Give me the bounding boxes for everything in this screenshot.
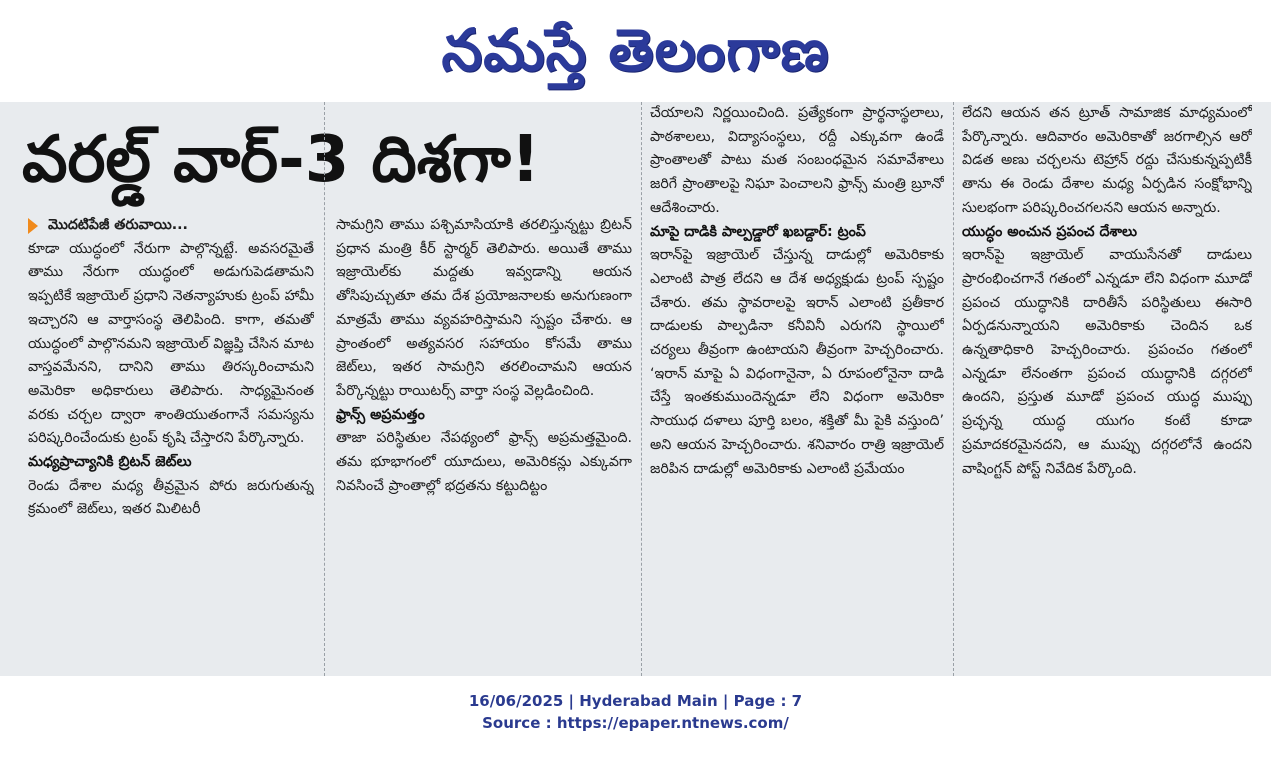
- paragraph: తాజా పరిస్థితుల నేపథ్యంలో ఫ్రాన్స్ అప్రమత్తమైంది. తమ భూభాగంలో యూదులు, అమెరికన్లు ఎక్కువగా నివసించే ప్రాంతాల్లో భద్రతను కట్టుదిట్టం: [336, 430, 632, 494]
- paragraph: లేదని ఆయన తన ట్రూత్ సామాజిక మాధ్యమంలో పేర్కొన్నారు. ఆదివారం అమెరికాతో జరగాల్సిన ఆరో విడత అణు చర్చలను టెహ్రాన్ రద్దు చేసుకున్నప్పటికీ తాను ఈ రెండు దేశాల మధ్య ఏర్పడిన సంక్షోభాన్ని సులభంగా పరిష్కరించగలనని ఆయన అన్నారు.: [962, 105, 1252, 216]
- kicker: [28, 214, 314, 238]
- paragraph: సామగ్రిని తాము పశ్చిమాసియాకి తరలిస్తున్నట్టు బ్రిటన్ ప్రధాన మంత్రి కీర్ స్టార్మర్ తెలిపారు. అయితే తాము ఇజ్రాయెల్‌కు మద్దతు ఇవ్వడాన్ని ఆయన తోసిపుచ్చుతూ తమ దేశ ప్రయోజనాలకు అనుగుణంగా మాత్రమే తాము వ్యవహరిస్తామని స్పష్టం చేశారు. ఆ ప్రాంతంలో అత్యవసర సహాయం కోసమే తాము జెట్‌లు, ఇతర సామగ్రిని తరలించామని ఆయన పేర్కొన్నట్టు రాయిటర్స్ వార్తా సంస్థ వెల్లడించింది.: [336, 217, 632, 399]
- newspaper-logo: నమస్తే తెలంగాణ: [441, 16, 830, 84]
- kicker-text: మొదటిపేజీ తరువాయి...: [48, 217, 188, 233]
- paragraph: చేయాలని నిర్ణయించింది. ప్రత్యేకంగా ప్రార్థనాస్థలాలు, పాఠశాలలు, విద్యాసంస్థలు, రద్దీ ఎక్కువగా ఉండే ప్రాంతాలతో పాటు మత సంబంధమైన సమావేశాలు జరిగే ప్రాంతాలపై నిఘా పెంచాలని ఫ్రాన్స్ మంత్రి బ్రూనో ఆదేశించారు.: [650, 105, 944, 216]
- column-divider: [953, 102, 954, 676]
- source-link[interactable]: Source : https://epaper.ntnews.com/: [482, 714, 789, 732]
- article-headline: వరల్డ్ వార్-3 దిశగా!: [22, 123, 541, 197]
- column-divider: [324, 102, 325, 676]
- article-column-3: [650, 102, 944, 667]
- article-clipping: [0, 102, 1271, 676]
- subheading: యుద్ధం అంచున ప్రపంచ దేశాలు: [962, 223, 1138, 240]
- page-footer: [0, 690, 1271, 734]
- article-column-1: [28, 214, 314, 664]
- paragraph: కూడా యుద్ధంలో నేరుగా పాల్గొన్నట్టే. అవసరమైతే తాము నేరుగా యుద్ధంలో అడుగుపెడతామని ఇప్పటికే ఇజ్రాయెల్ ప్రధాని నెతన్యాహుకు ట్రంప్ హామీ ఇచ్చారని ఆ వార్తాసంస్థ తెలిపింది. కాగా, తమతో యుద్ధంలో పాల్గొనమని ఇజ్రాయెల్ విజ్ఞప్తి చేసిన మాట వాస్తవమేనని, దానిని తాము తిరస్కరించామని అమెరికా అధికారులు తెలిపారు. సాధ్యమైనంత వరకు చర్చల ద్వారా శాంతియుతంగానే సమస్యను పరిష్కరించేందుకు ట్రంప్ కృషి చేస్తారని పేర్కొన్నారు.: [28, 240, 314, 447]
- masthead: [0, 0, 1271, 100]
- edition-info: 16/06/2025 | Hyderabad Main | Page : 7: [468, 692, 803, 710]
- article-column-2: [336, 214, 632, 664]
- article-column-4: [962, 102, 1252, 667]
- paragraph: ఇరాన్‌పై ఇజ్రాయెల్ చేస్తున్న దాడుల్లో అమెరికాకు ఎలాంటి పాత్ర లేదని ఆ దేశ అధ్యక్షుడు ట్రంప్ స్పష్టం చేశారు. తమ స్థావరాలపై ఇరాన్ ఎలాంటి ప్రతీకార దాడులకు పాల్పడినా కనీవినీ ఎరుగని స్థాయిలో చర్యలు తీవ్రంగా ఉంటాయని తీవ్రంగా హెచ్చరించారు. ‘ఇరాన్ మాపై ఏ విధంగానైనా, ఏ రూపంలోనైనా దాడి చేస్తే ఇంతకుముందెన్నడూ లేని విధంగా అమెరికా సాయుధ దళాలు పూర్తి బలం, శక్తితో మీ పైకి వస్తుంది’ అని ఆయన హెచ్చరించారు. శనివారం రాత్రి ఇజ్రాయెల్ జరిపిన దాడుల్లో అమెరికాకు ఎలాంటి ప్రమేయం: [650, 247, 944, 477]
- paragraph: రెండు దేశాల మధ్య తీవ్రమైన పోరు జరుగుతున్న క్రమంలో జెట్‌లు, ఇతర మిలిటరీ: [28, 477, 314, 518]
- subheading: ఫ్రాన్స్ అప్రమత్తం: [336, 406, 425, 423]
- arrow-right-icon: [28, 218, 38, 234]
- paragraph: ఇరాన్‌పై ఇజ్రాయెల్ వాయుసేనతో దాడులు ప్రారంభించగానే గతంలో ఎన్నడూ లేని విధంగా మూడో ప్రపంచ యుద్ధానికి దారితీసే పరిస్థితులు ఈసారి ఏర్పడనున్నాయని అమెరికాకు చెందిన ఒక ఉన్నతాధికారి హెచ్చరించారు. ప్రపంచం గతంలో ఎన్నడూ లేనంతగా ప్రపంచ యుద్ధానికి దగ్గరలో ఉందని, ప్రస్తుత మూడో ప్రపంచ యుద్ధ ముప్పు ప్రచ్ఛన్న యుద్ధ యుగం కంటే కూడా ప్రమాదకరమైనదని, ఆ ముప్పు దగ్గరలోనే ఉందని వాషింగ్టన్ పోస్ట్ నివేదిక పేర్కొంది.: [962, 247, 1252, 477]
- column-divider: [641, 102, 642, 676]
- subheading: మాపై దాడికి పాల్పడ్డారో ఖబడ్దార్: ట్రంప్: [650, 223, 866, 240]
- subheading: మధ్యప్రాచ్యానికి బ్రిటన్ జెట్‌లు: [28, 454, 192, 471]
